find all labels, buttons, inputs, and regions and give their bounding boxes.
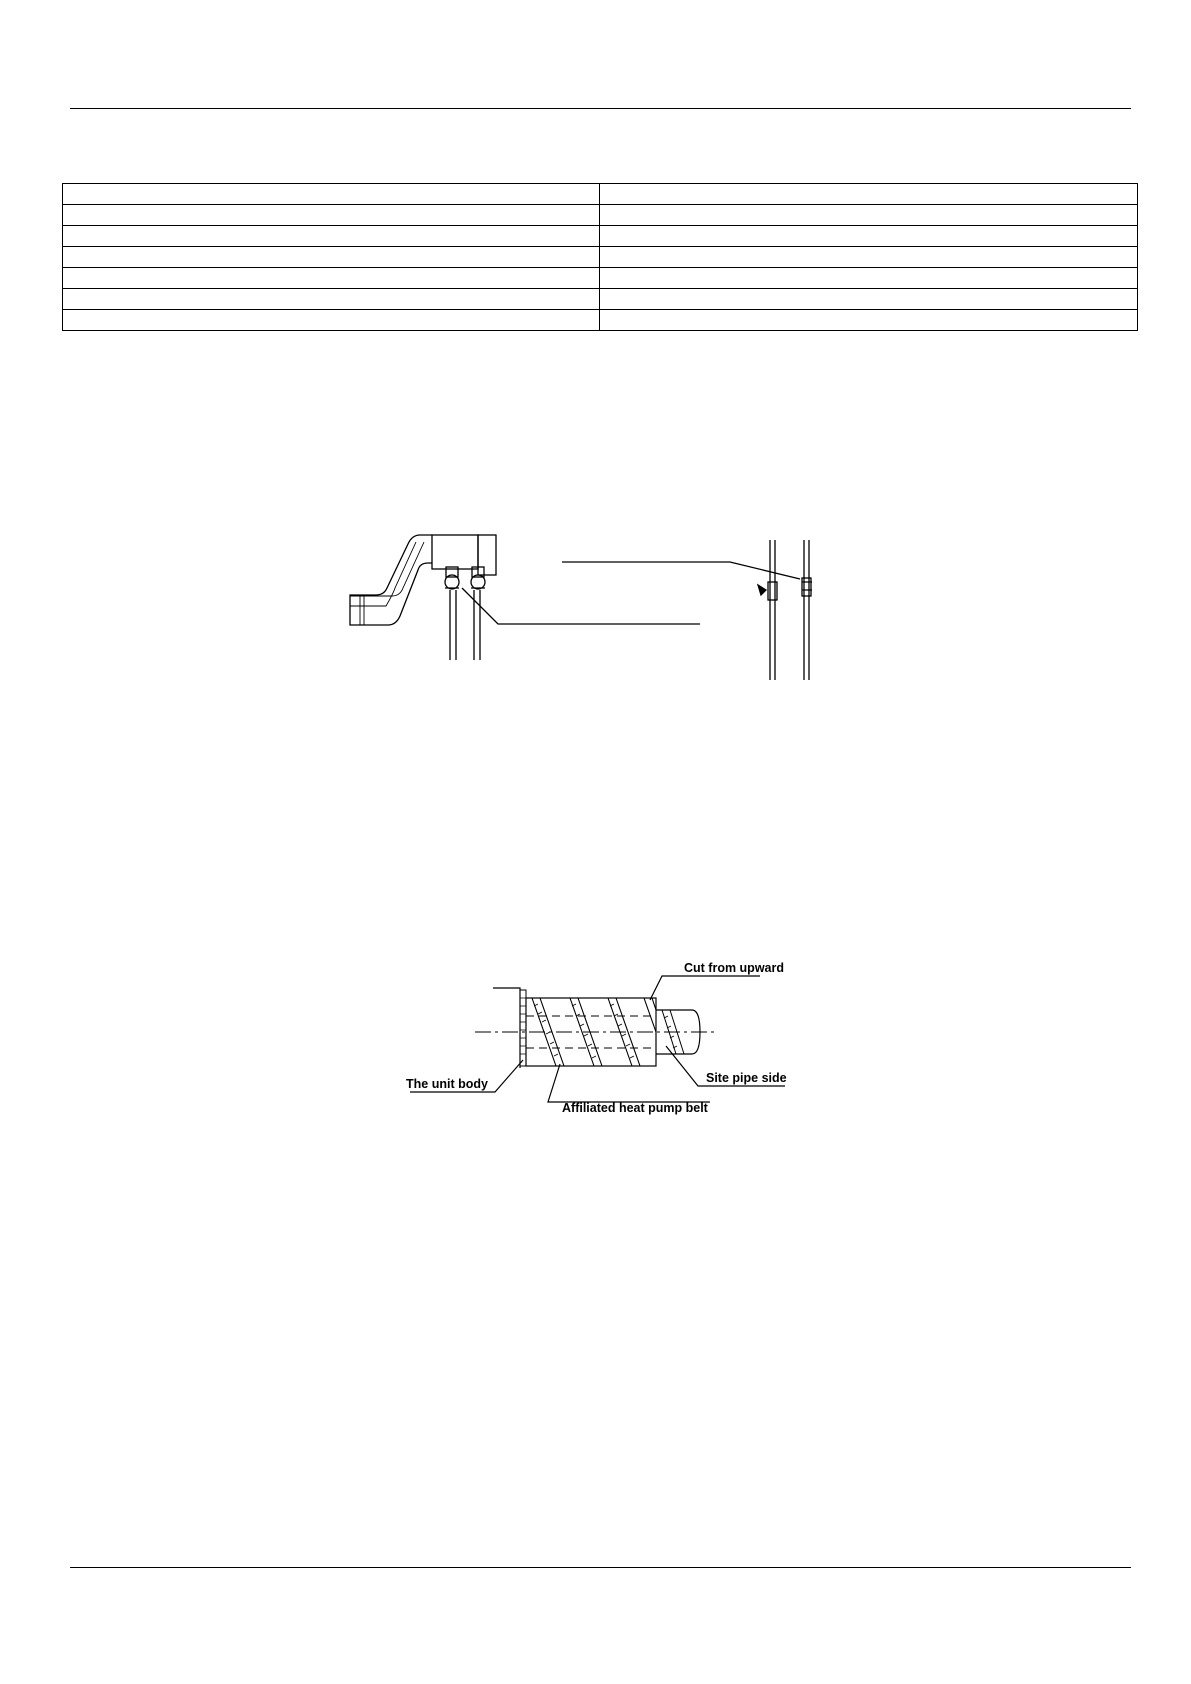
table-cell: [600, 205, 1138, 226]
unit-housing: [432, 535, 478, 569]
joint-left: [768, 582, 777, 600]
table-cell: [600, 184, 1138, 205]
table-row: [63, 205, 1138, 226]
leader-line-lower: [462, 588, 700, 624]
table-row: [63, 268, 1138, 289]
table-cell: [63, 247, 600, 268]
table-row: [63, 184, 1138, 205]
leader-line-upper: [562, 562, 800, 579]
unit-body-panel: [493, 988, 520, 1068]
table-cell: [600, 310, 1138, 331]
label-cut-from-upward: Cut from upward: [684, 961, 784, 975]
leader-cut-from-upward: [650, 976, 760, 1000]
spec-table: [62, 183, 1138, 331]
table-row: [63, 310, 1138, 331]
table-cell: [63, 184, 600, 205]
spiral-belt: [532, 998, 684, 1066]
table-row: [63, 247, 1138, 268]
table-cell: [63, 205, 600, 226]
joint-right: [802, 578, 811, 596]
unit-side-box: [478, 535, 496, 575]
table-row: [63, 226, 1138, 247]
table-cell: [600, 268, 1138, 289]
vertical-pipes-left: [450, 590, 480, 660]
table-cell: [600, 289, 1138, 310]
table-row: [63, 289, 1138, 310]
vertical-pipes-right: [770, 540, 809, 680]
table-cell: [63, 226, 600, 247]
table-cell: [63, 289, 600, 310]
header-rule: [70, 108, 1131, 109]
table-cell: [63, 310, 600, 331]
table-cell: [63, 268, 600, 289]
label-unit-body: The unit body: [406, 1077, 488, 1091]
angled-duct: [350, 535, 432, 625]
table-cell: [600, 247, 1138, 268]
belt-wrapping-figure: [400, 960, 820, 1120]
table-cell: [600, 226, 1138, 247]
footer-rule: [70, 1567, 1131, 1568]
label-heat-pump-belt: Affiliated heat pump belt: [562, 1101, 708, 1115]
label-site-pipe-side: Site pipe side: [706, 1071, 787, 1085]
pipe-connection-figure: [350, 530, 820, 690]
